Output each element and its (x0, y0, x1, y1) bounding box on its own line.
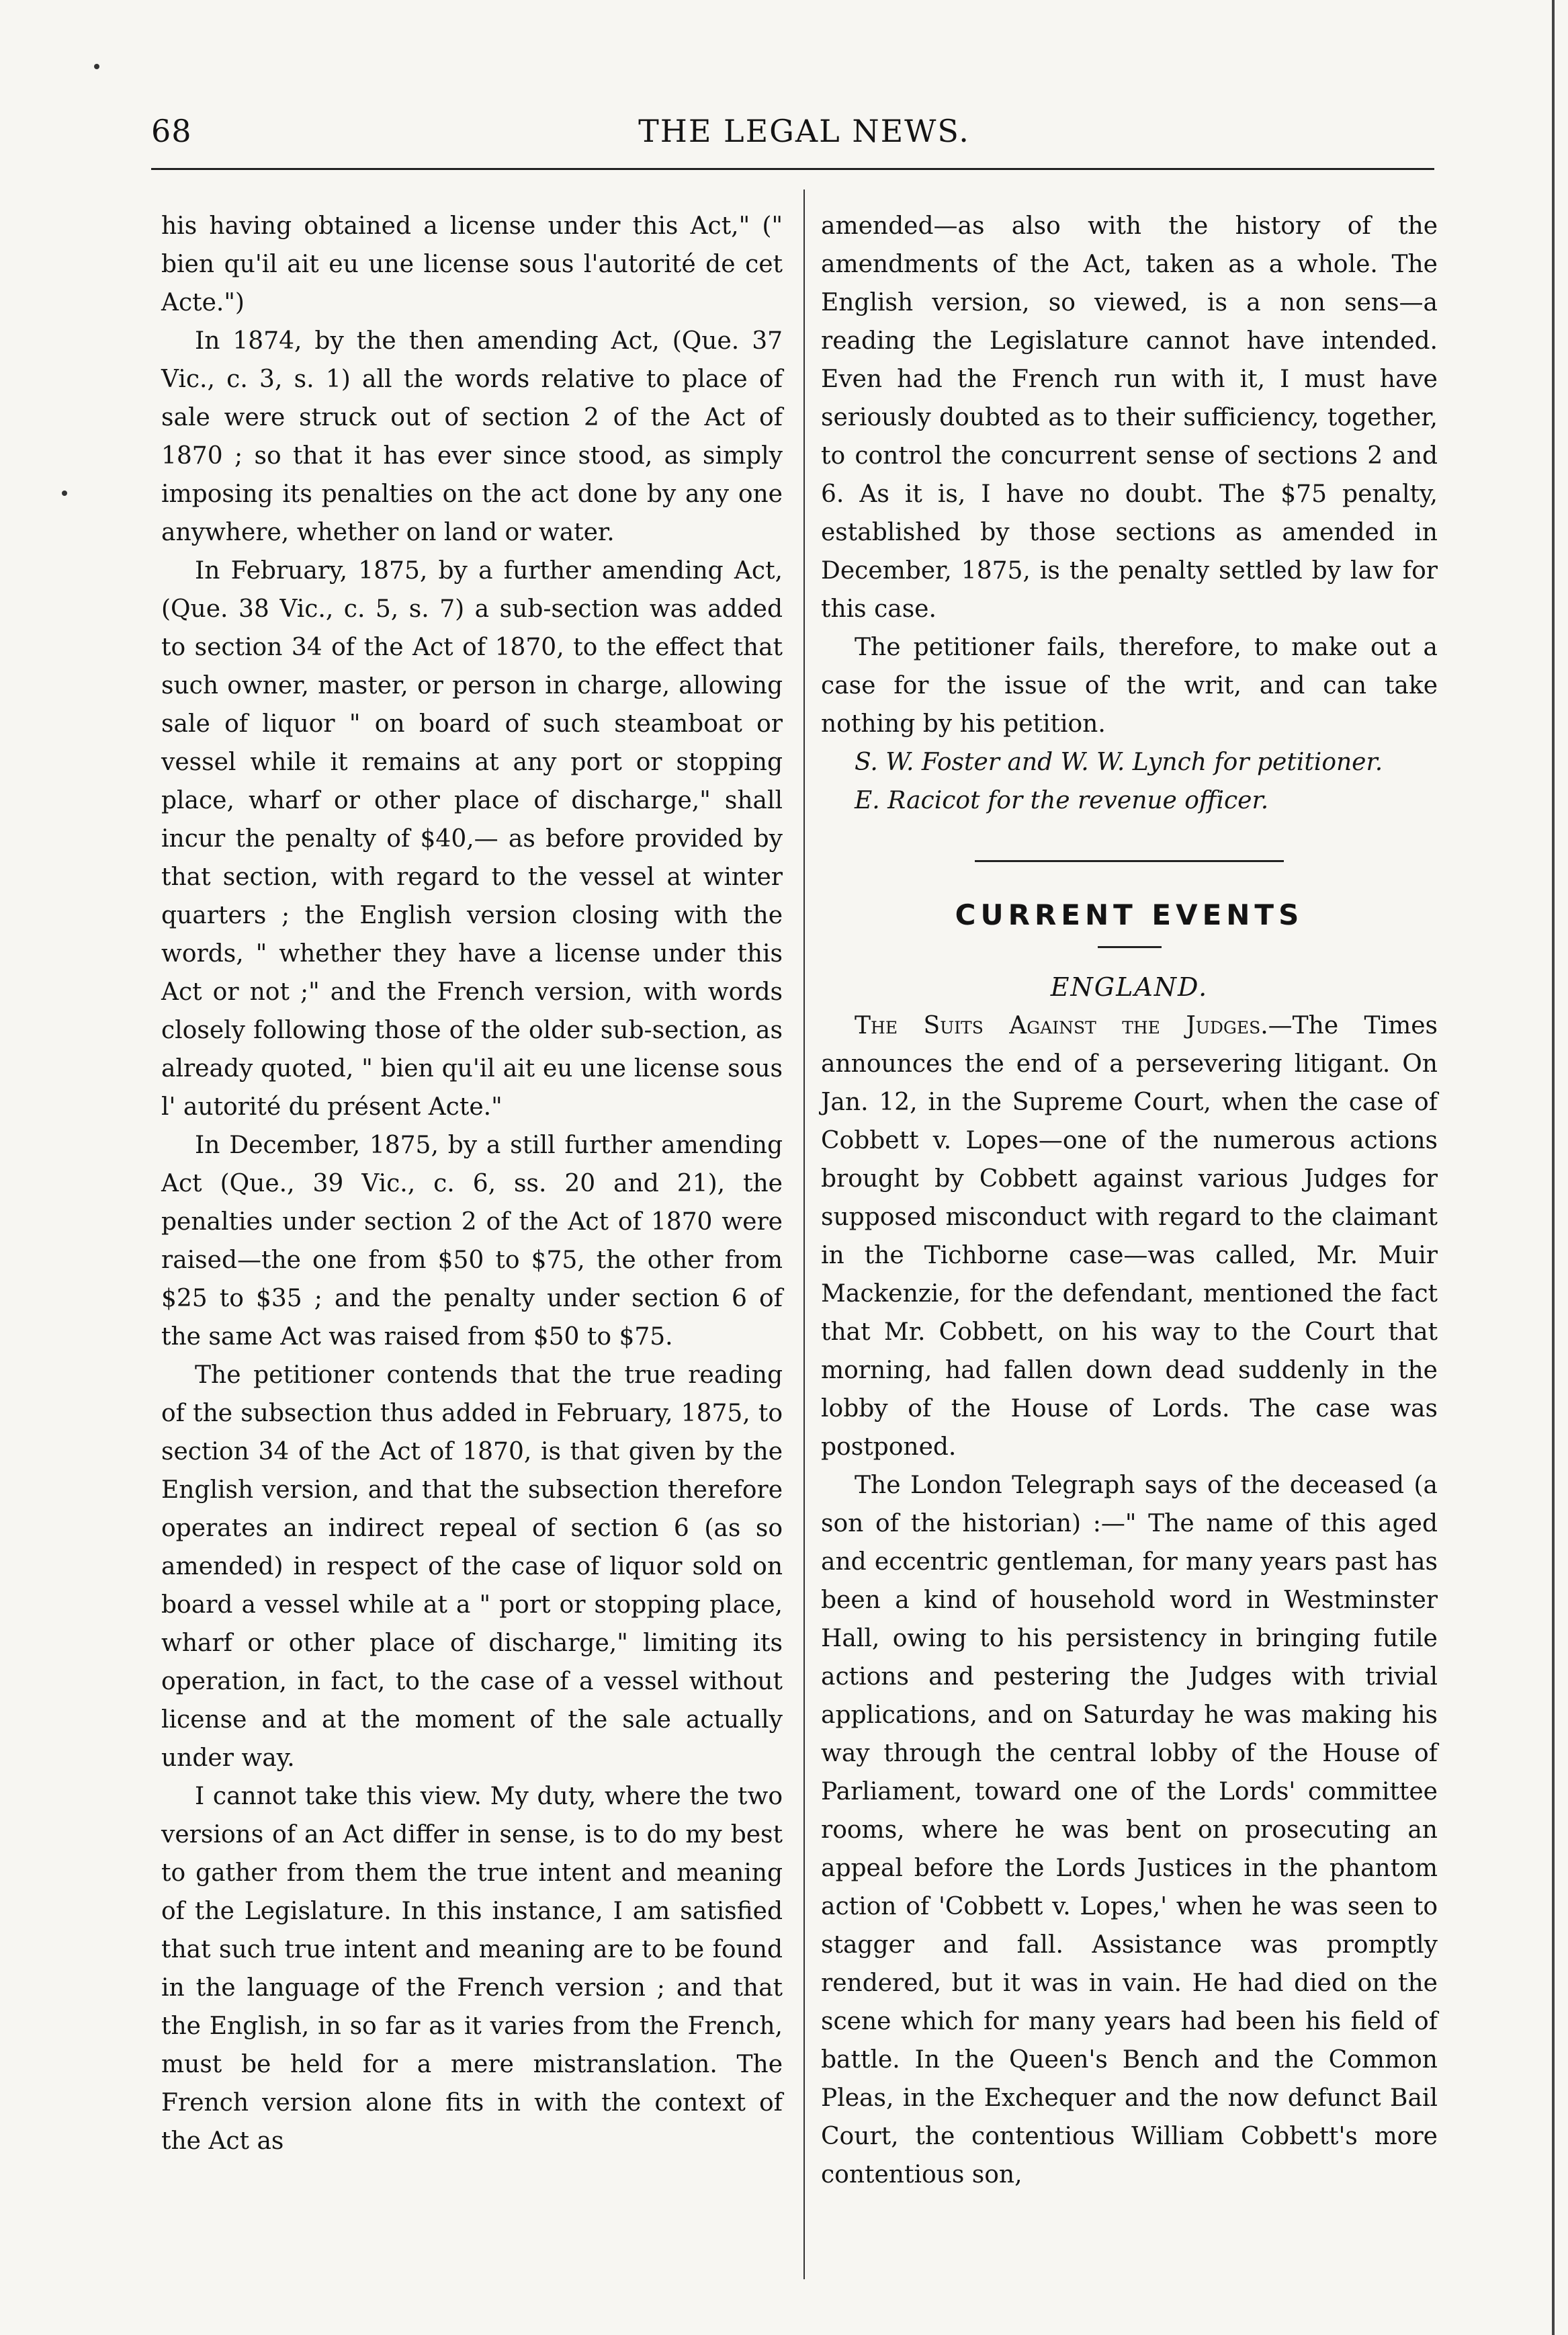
run-in-heading: The Suits Against the Judges. (855, 1012, 1268, 1039)
paragraph: The petitioner contends that the true reading of the subsection thus added in February, 1875, to section 34 of the Act of 1870, is that given by the English version, and that the subsection therefore operates an indirect repeal of section 6 (as so amended) in respect of the case of liquor sold on board a vessel while at a " port or stopping place, wharf or other place of discharge," limiting its operation, in fact, to the case of a vessel without license and at the moment of the sale actually under way. (161, 1361, 783, 1772)
section-heading: CURRENT EVENTS (955, 898, 1304, 931)
paragraph: I cannot take this view. My duty, where the two versions of an Act differ in sense, is to do my best to gather from them the true intent and meaning of the Legislature. In this instance, I am satisfied that such true intent and meaning are to be found in the language of the French version ; and that the English, in so far as it varies from the French, must be held for a mere mistranslation. The French version alone fits in with the context of the Act as (161, 1783, 783, 2155)
paragraph: In February, 1875, by a further amending Act, (Que. 38 Vic., c. 5, s. 7) a sub-section was added to section 34 of the Act of 1870, to the effect that such owner, master, or person in charge, allowing sale of liquor " on board of such steamboat or vessel while it remains at any port or stopping place, wharf or other place of discharge," shall incur the penalty of $40,— as before provided by that section, with regard to the vessel at winter quarters ; the English version closing with the words, " whether they have a license under this Act or not ;" and the French version, with words closely following those of the older sub-section, as already quoted, " bien qu'il ait eu une license sous l' autorité du présent Acte." (161, 557, 783, 1121)
margin-dot (94, 64, 99, 69)
counsel-credit: S. W. Foster and W. W. Lynch for petitioner. (855, 749, 1383, 776)
header-rule (151, 168, 1434, 170)
section-rule (975, 860, 1284, 862)
column-divider (803, 189, 805, 2279)
margin-dot (62, 491, 67, 496)
counsel-credit: E. Racicot for the revenue officer. (855, 787, 1269, 814)
paragraph: In 1874, by the then amending Act, (Que. 37 Vic., c. 3, s. 1) all the words relative to place of sale were struck out of section 2 of the Act of 1870 ; so that it has ever since stood, as simply imposing its penalties on the act done by any one anywhere, whether on land or water. (161, 327, 783, 546)
subheading: ENGLAND. (1050, 972, 1209, 1002)
paragraph: The petitioner fails, therefore, to make out a case for the issue of the writ, and can take nothing by his petition. (821, 634, 1438, 738)
running-title: THE LEGAL NEWS. (638, 113, 970, 149)
paragraph-text: —The Times announces the end of a persevering litigant. On Jan. 12, in the Supreme Court, when the case of Cobbett v. Lopes—one of the numerous actions brought by Cobbett against various Judges for supposed misconduct with regard to the claimant in the Tichborne case—was called, Mr. Muir Mackenzie, for the defendant, mentioned the fact that Mr. Cobbett, on his way to the Court that morning, had fallen down dead suddenly in the lobby of the House of Lords. The case was postponed. (821, 1012, 1438, 1461)
section-rule-short (1098, 946, 1162, 948)
paragraph: In December, 1875, by a still further amending Act (Que., 39 Vic., c. 6, ss. 20 and 21), the penalties under section 2 of the Act of 1870 were raised—the one from $50 to $75, the other from $25 to $35 ; and the penalty under section 6 of the same Act was raised from $50 to $75. (161, 1132, 783, 1351)
right-column (821, 207, 1438, 2194)
paragraph (821, 1007, 1438, 1466)
paragraph: The London Telegraph says of the deceased (a son of the historian) :—" The name of this aged and eccentric gentleman, for many years past has been a kind of household word in Westminster Hall, owing to his persistency in bringing futile actions and pestering the Judges with trivial applications, and on Saturday he was making his way through the central lobby of the House of Parliament, toward one of the Lords' committee rooms, where he was bent on prosecuting an appeal before the Lords Justices in the phantom action of 'Cobbett v. Lopes,' when he was seen to stagger and fall. Assistance was promptly rendered, but it was in vain. He had died on the scene which for many years had been his field of battle. In the Queen's Bench and the Common Pleas, in the Exchequer and the now defunct Bail Court, the contentious William Cobbett's more contentious son, (821, 1472, 1438, 2189)
left-column (161, 207, 783, 2160)
paragraph: his having obtained a license under this Act," (" bien qu'il ait eu une license sous l'autorité de cet Acte.") (161, 212, 783, 316)
page-edge-line (1552, 0, 1555, 2335)
paragraph: amended—as also with the history of the amendments of the Act, taken as a whole. The English version, so viewed, is a non sens—a reading the Legislature cannot have intended. Even had the French run with it, I must have seriously doubted as to their sufficiency, together, to control the concurrent sense of sections 2 and 6. As it is, I have no doubt. The $75 penalty, established by those sections as amended in December, 1875, is the penalty settled by law for this case. (821, 212, 1438, 623)
page-number: 68 (151, 113, 192, 149)
